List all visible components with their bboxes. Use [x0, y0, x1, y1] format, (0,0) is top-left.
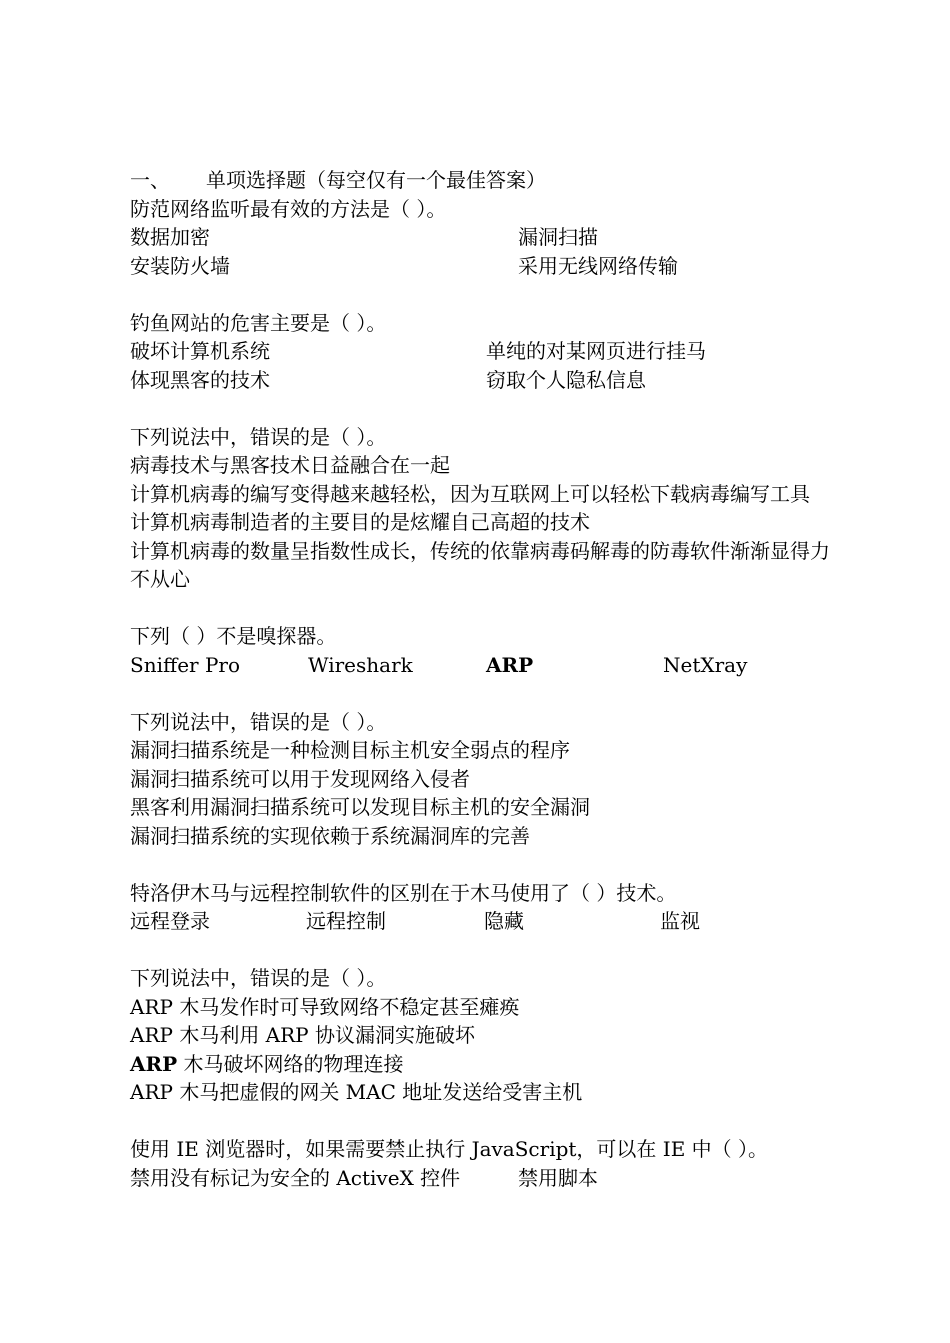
- option-text: Wireshark: [308, 652, 413, 677]
- question-stem: 使用 IE 浏览器时，如果需要禁止执行 JavaScript，可以在 IE 中（ ）。: [130, 1137, 769, 1161]
- option-text: 隐藏: [484, 909, 524, 933]
- option-row: [130, 223, 830, 252]
- option-text: 漏洞扫描: [518, 225, 598, 249]
- option-prefix: ARP: [130, 1023, 173, 1047]
- option-text: 禁用没有标记为安全的 ActiveX 控件: [130, 1165, 461, 1190]
- option-text: 远程登录: [130, 909, 210, 933]
- section-number: 一、: [130, 168, 170, 192]
- option-row: [130, 366, 830, 395]
- document-page: [130, 166, 830, 1192]
- option-text: 监视: [660, 909, 700, 933]
- option-text: 破坏计算机系统: [130, 339, 270, 363]
- option-prefix: ARP: [130, 994, 173, 1019]
- option-text: NetXray: [663, 652, 748, 677]
- option-text: Sniffer Pro: [130, 652, 240, 677]
- option-text: 窃取个人隐私信息: [486, 367, 646, 392]
- section-title: 单项选择题（每空仅有一个最佳答案）: [206, 168, 546, 192]
- option-prefix: ARP: [130, 1080, 173, 1104]
- option-rest: 木马发作时可导致网络不稳定甚至瘫痪: [172, 994, 520, 1019]
- option-text: 体现黑客的技术: [130, 367, 270, 392]
- option-text: 病毒技术与黑客技术日益融合在一起: [130, 453, 450, 477]
- option-text: 计算机病毒的编写变得越来越轻松，因为互联网上可以轻松下载病毒编写工具: [130, 481, 810, 506]
- option-row: [130, 1164, 830, 1193]
- option-text: 远程控制: [306, 909, 386, 933]
- option-rest: 木马利用 ARP 协议漏洞实施破坏: [172, 1023, 475, 1047]
- option-row: [130, 651, 830, 680]
- question-stem: 下列说法中，错误的是（ ）。: [130, 966, 387, 990]
- question-stem: 下列（ ）不是嗅探器。: [130, 624, 337, 648]
- section-heading: [130, 166, 830, 195]
- option-text: 数据加密: [130, 225, 210, 249]
- question-stem: 特洛伊木马与远程控制软件的区别在于木马使用了（ ）技术。: [130, 880, 677, 905]
- option-prefix-bold: ARP: [130, 1051, 178, 1076]
- option-text: 禁用脚本: [518, 1165, 598, 1190]
- option-text: ARP: [486, 652, 534, 677]
- option-row: [130, 337, 830, 366]
- option-text: 采用无线网络传输: [518, 253, 678, 278]
- option-text: [130, 1078, 830, 1107]
- option-text: 漏洞扫描系统可以用于发现网络入侵者: [130, 766, 470, 791]
- option-text: [130, 1050, 830, 1079]
- question-stem: 防范网络监听最有效的方法是（ ）。: [130, 196, 447, 221]
- option-text: 黑客利用漏洞扫描系统可以发现目标主机的安全漏洞: [130, 795, 590, 819]
- question-stem: 下列说法中，错误的是（ ）。: [130, 709, 387, 734]
- option-text: [130, 993, 830, 1022]
- option-rest: 木马破坏网络的物理连接: [177, 1051, 404, 1076]
- option-text: 计算机病毒制造者的主要目的是炫耀自己高超的技术: [130, 510, 590, 534]
- option-text: 漏洞扫描系统是一种检测目标主机安全弱点的程序: [130, 738, 570, 762]
- option-row: [130, 907, 830, 936]
- option-text: 漏洞扫描系统的实现依赖于系统漏洞库的完善: [130, 823, 530, 848]
- option-text: 安装防火墙: [130, 253, 230, 278]
- option-text: 单纯的对某网页进行挂马: [486, 339, 706, 363]
- option-rest: 木马把虚假的网关 MAC 地址发送给受害主机: [172, 1080, 583, 1104]
- option-row: [130, 252, 830, 281]
- option-text: [130, 1021, 830, 1050]
- option-text: 计算机病毒的数量呈指数性成长，传统的依靠病毒码解毒的防毒软件渐渐显得力不从心: [130, 538, 830, 591]
- question-stem: 钓鱼网站的危害主要是（ ）。: [130, 310, 387, 335]
- question-stem: 下列说法中，错误的是（ ）。: [130, 424, 387, 449]
